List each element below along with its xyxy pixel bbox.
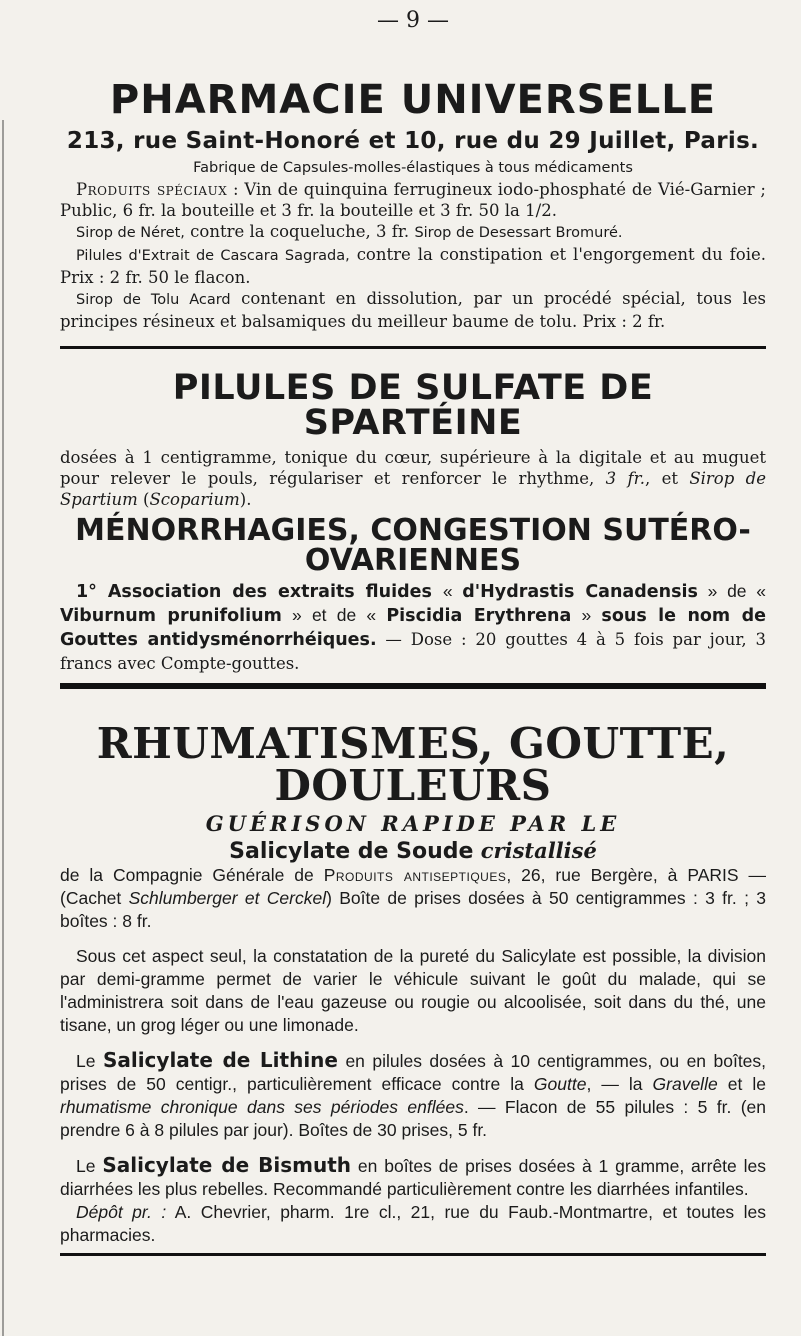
page-number: — 9 — [377, 8, 449, 33]
sirop-desessart-label: Sirop de Desessart Bromuré. [414, 225, 623, 241]
piscidia: Piscidia Erythrena [386, 606, 572, 626]
compagnie-c: ) Boîte de prises dosées à 50 centigrammes : 3 fr. ; 3 boîtes : 8 fr. [60, 888, 766, 931]
depot-text: A. Chevrier, pharm. 1re cl., 21, rue du Faub.-Montmartre, et toutes les pharmacies. [60, 1202, 767, 1245]
bottom-divider [60, 1253, 766, 1256]
lithine-c: . — Flacon de 55 pilules : 5 fr. (en prendre 6 à 8 pilules par jour). Boîtes de 30 prises, 5 fr. [60, 1097, 766, 1140]
bismuth-le: Le [76, 1156, 103, 1176]
lithine-m: , — la [586, 1074, 653, 1094]
gravelle: Gravelle [652, 1074, 718, 1094]
capsules-intro: Fabrique de Capsules-molles-élastiques à tous médicaments [193, 160, 633, 176]
salicylate-bismuth: Salicylate de Bismuth [102, 1153, 352, 1177]
sirop-neret-label: Sirop de Néret, [76, 225, 185, 241]
rhumatisme-chronique: rhumatisme chronique dans ses périodes enflées [60, 1097, 464, 1117]
pilules-cascara-text: contre la constipation et l'engorgement du foie. Prix : 2 fr. 50 le flacon. [60, 245, 766, 287]
produits-text: : Vin de quinquina ferrugineux iodo-phosphaté de Vié-Garnier ; Public, 6 fr. la bouteille et 3 fr. la bouteille et 3 fr. 50 la 1/2. [60, 180, 766, 220]
dose-text: — Dose : 20 gouttes 4 à 5 fois par jour, 3 francs avec Compte-gouttes. [60, 630, 766, 673]
produits-speciaux [60, 179, 766, 221]
sirop-neret-text: contre la coqueluche, 3 fr. [184, 222, 415, 241]
sirop-spartium: Sirop de Spartium [60, 469, 766, 509]
menorrhagies-title: MÉNORRHAGIES, CONGESTION SUTÉRO-OVARIENNES [75, 513, 751, 578]
depot-paragraph [60, 1201, 766, 1247]
divider [60, 346, 766, 349]
salicylate-lithine: Salicylate de Lithine [102, 1048, 338, 1072]
bismuth-a: en boîtes de prises dosées à 1 gramme, arrête les diarrhées les plus rebelles. Recommandé particulièrement contre les diarrhées infantiles. [60, 1156, 767, 1199]
produits-antiseptiques: Produits antiseptiques [323, 865, 507, 885]
page-edge-line [2, 120, 4, 1336]
hydrastis: d'Hydrastis Canadensis [462, 582, 698, 602]
aspect-paragraph: Sous cet aspect seul, la constatation de la pureté du Salicylate est possible, la division par demi-gramme permet de varier le véhicule suivant le goût du malade, qui se l'administrera soit dans de l'eau gazeuse ou rougie ou alcoolisée, soit dans du thé, une tisane, un grog léger ou une limonade. [60, 946, 766, 1035]
bismuth-paragraph [60, 1154, 766, 1201]
compagnie-b: , 26, rue Bergère, à PARIS — (Cachet [60, 865, 766, 908]
salicylate-soude: Salicylate de Soude [229, 839, 474, 864]
sparteine-text-d: ). [239, 490, 252, 509]
pharmacie-address: 213, rue Saint-Honoré et 10, rue du 29 Juillet, Paris. [66, 128, 760, 154]
association-b1: Association des extraits fluides [96, 582, 443, 602]
pilules-cascara [60, 244, 766, 288]
rhumatismes-title: RHUMATISMES, GOUTTE, DOULEURS [96, 719, 730, 810]
sparteine-price: 3 fr. [605, 469, 645, 488]
lithine-paragraph [60, 1049, 766, 1142]
sparteine-text-c: ( [137, 490, 150, 509]
quote-1: « [442, 581, 463, 601]
sparteine-text [60, 447, 766, 510]
sirop-tolu-label: Sirop de Tolu Acard [76, 292, 231, 308]
depot-label: Dépôt pr. : [76, 1202, 167, 1222]
lithine-a: en pilules dosées à 10 centigrammes, ou en boîtes, prises de 50 centigr., particulièrement efficace contre la [60, 1051, 767, 1094]
association-text [60, 580, 766, 675]
sirop-tolu-text: contenant en dissolution, par un procédé spécial, tous les principes résineux et balsamiques du meilleur baume de tolu. Prix : 2 fr. [60, 289, 767, 331]
sirop-tolu [60, 288, 766, 332]
quote-3: » et de « [281, 605, 387, 625]
sparteine-text-a: dosées à 1 centigramme, tonique du cœur, supérieure à la digitale et au muguet pour relever le pouls, régulariser et renforcer le rhythme, [60, 448, 766, 488]
scoparium: Scoparium [149, 490, 240, 509]
quote-4: » [571, 605, 602, 625]
compagnie-a: de la Compagnie Générale de [60, 865, 324, 885]
gouttes-name: sous le nom de Gouttes antidysménorrhéiques. [60, 606, 766, 650]
sirop-neret [60, 221, 766, 244]
produits-label: Produits spéciaux [76, 180, 228, 199]
compagnie-text [60, 864, 766, 933]
salicylate-soude-heading [60, 838, 766, 864]
viburnum: Viburnum prunifolium [60, 606, 282, 626]
document-page [60, 0, 766, 1256]
pilules-cascara-label: Pilules d'Extrait de Cascara Sagrada, [76, 248, 350, 264]
item-number: 1° [76, 582, 97, 602]
lithine-le: Le [76, 1051, 103, 1071]
sparteine-text-b: , et [644, 469, 690, 488]
pharmacie-title: PHARMACIE UNIVERSELLE [109, 77, 717, 123]
goutte: Goutte [533, 1074, 587, 1094]
cachet-name: Schlumberger et Cerckel [128, 888, 327, 908]
divider-thick [60, 683, 766, 689]
quote-2: » de « [697, 581, 766, 601]
sparteine-title: PILULES DE SULFATE DE SPARTÉINE [172, 368, 654, 443]
lithine-m2: et le [717, 1074, 766, 1094]
cristallise: cristallisé [473, 838, 597, 863]
guerison-subtitle: GUÉRISON RAPIDE PAR LE [205, 811, 621, 836]
